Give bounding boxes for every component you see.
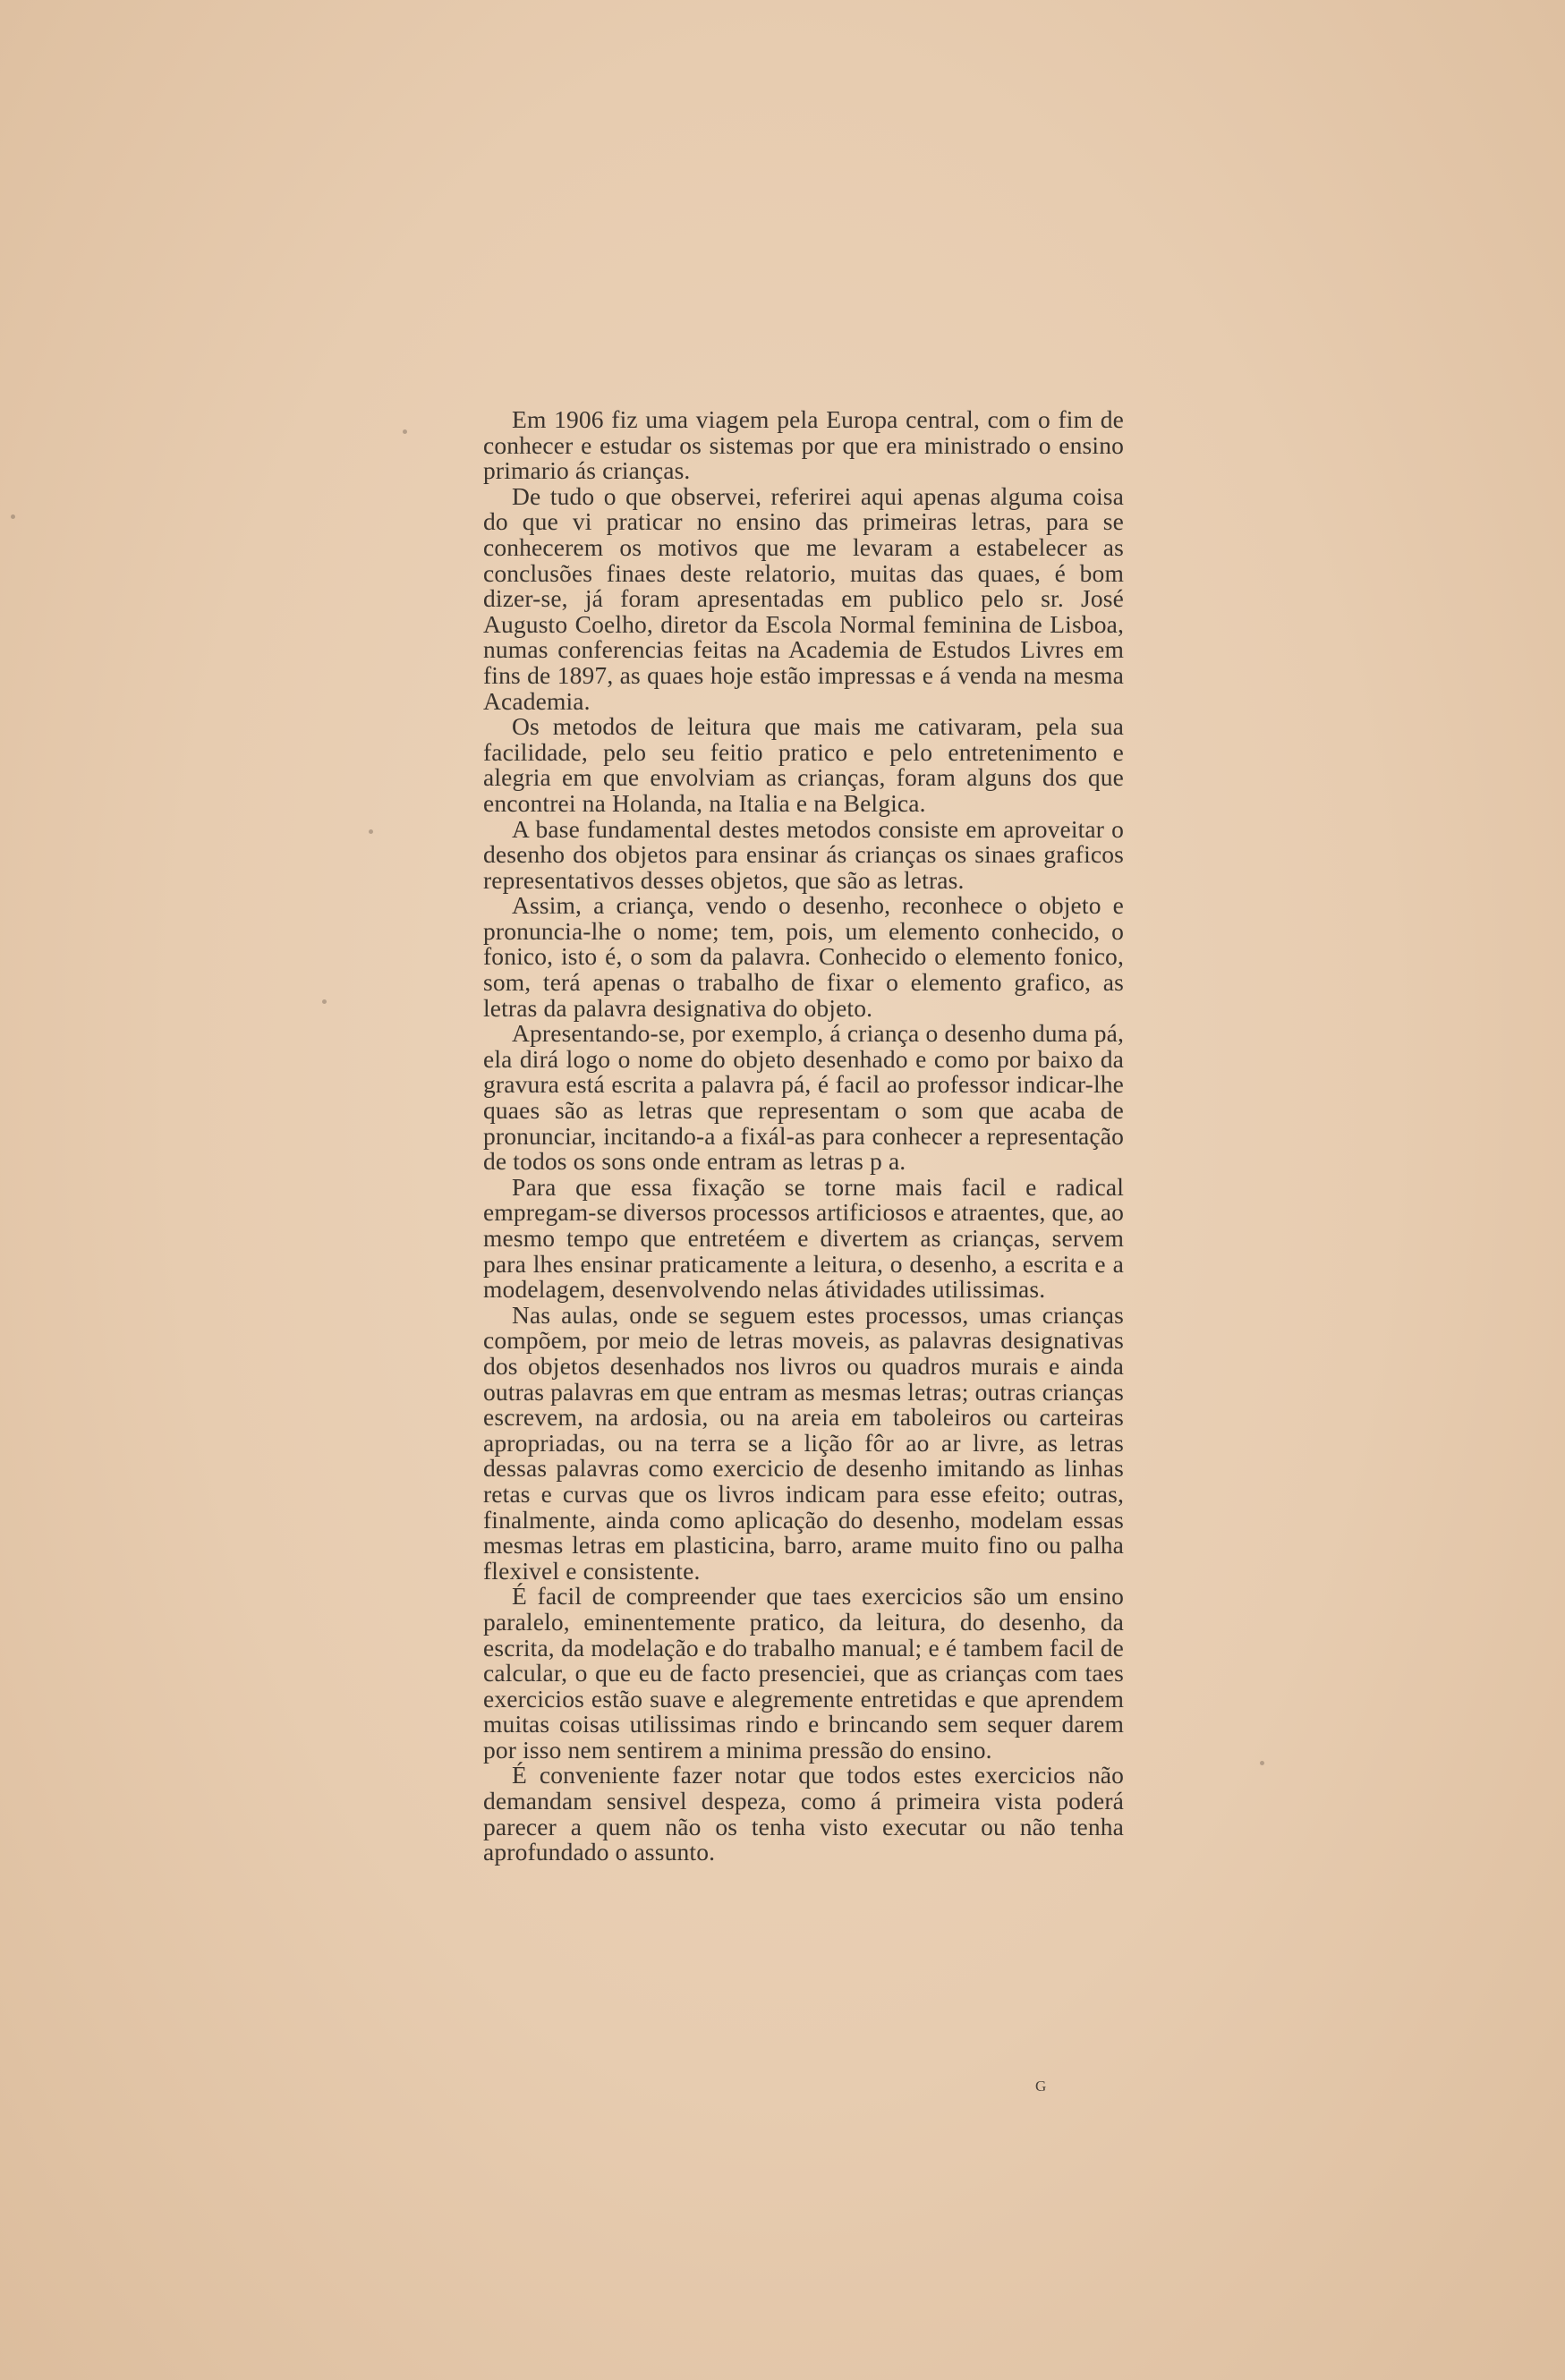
paragraph: Em 1906 fiz uma viagem pela Europa central, com o fim de conhecer e estudar os sistemas por que era ministrado o ensino primario ás crianças. [483, 405, 1124, 485]
paragraph: É conveniente fazer notar que todos estes exercicios não demandam sensivel despeza, como á primeira vista poderá parecer a quem não os tenha visto executar ou não tenha aprofundado o assunto. [483, 1761, 1124, 1866]
document-body [483, 407, 1124, 1866]
paper-speck [403, 429, 407, 434]
paper-speck [369, 829, 373, 834]
paper-speck [1260, 1761, 1264, 1765]
paper-speck [322, 999, 327, 1004]
paper-speck [11, 514, 15, 519]
paragraph: A base fundamental destes metodos consiste em aproveitar o desenho dos objetos para ensinar ás crianças os sinaes graficos representativos desses objetos, que são as letras. [483, 814, 1124, 894]
paragraph: É facil de compreender que taes exercicios são um ensino paralelo, eminentemente pratico, da leitura, do desenho, da escrita, da modelação e do trabalho manual; e é tambem facil de calcular, o que eu de facto presenciei, que as crianças com taes exercicios estão suave e alegremente entretidas e que aprendem muitas coisas utilissimas rindo e brincando sem sequer darem por isso nem sentirem a minima pressão do ensino. [483, 1582, 1124, 1764]
paragraph: Para que essa fixação se torne mais facil e radical empregam-se diversos processos artificiosos e atraentes, que, ao mesmo tempo que entretéem e divertem as crianças, servem para lhes ensinar praticamente a leitura, o desenho, a escrita e a modelagem, desenvolvendo nelas átividades utilissimas. [483, 1172, 1124, 1304]
paragraph: Os metodos de leitura que mais me cativaram, pela sua facilidade, pelo seu feitio pratico e pelo entretenimento e alegria em que envolviam as crianças, foram alguns dos que encontrei na Holanda, na Italia e na Belgica. [483, 712, 1124, 817]
paragraph: De tudo o que observei, referirei aqui apenas alguma coisa do que vi praticar no ensino das primeiras letras, para se conhecerem os motivos que me levaram a estabelecer as conclusões finaes deste relatorio, muitas das quaes, é bom dizer-se, já foram apresentadas em publico pelo sr. José Augusto Coelho, diretor da Escola Normal feminina de Lisboa, numas conferencias feitas na Academia de Estudos Livres em fins de 1897, as quaes hoje estão impressas e á venda na mesma Academia. [483, 481, 1124, 715]
paragraph: Nas aulas, onde se seguem estes processos, umas crianças compõem, por meio de letras moveis, as palavras designativas dos objetos desenhados nos livros ou quadros murais e ainda outras palavras em que entram as mesmas letras; outras crianças escrevem, na ardosia, ou na areia em taboleiros ou carteiras apropriadas, ou na terra se a lição fôr ao ar livre, as letras dessas palavras como exercicio de desenho imitando as linhas retas e curvas que os livros indicam para esse efeito; outras, finalmente, ainda como aplicação do desenho, modelam essas mesmas letras em plasticina, barro, arame muito fino ou palha flexivel e consistente. [483, 1300, 1124, 1585]
signature-mark: G [1035, 2078, 1048, 2095]
paragraph: Apresentando-se, por exemplo, á criança o desenho duma pá, ela dirá logo o nome do objeto desenhado e como por baixo da gravura está escrita a palavra pá, é facil ao professor indicar-lhe quaes são as letras que representam o som que acaba de pronunciar, incitando-a a fixál-as para conhecer a representação de todos os sons onde entram as letras p a. [483, 1019, 1124, 1176]
paragraph: Assim, a criança, vendo o desenho, reconhece o objeto e pronuncia-lhe o nome; tem, pois, um elemento conhecido, o fonico, isto é, o som da palavra. Conhecido o elemento fonico, som, terá apenas o trabalho de fixar o elemento grafico, as letras da palavra designativa do objeto. [483, 891, 1124, 1022]
